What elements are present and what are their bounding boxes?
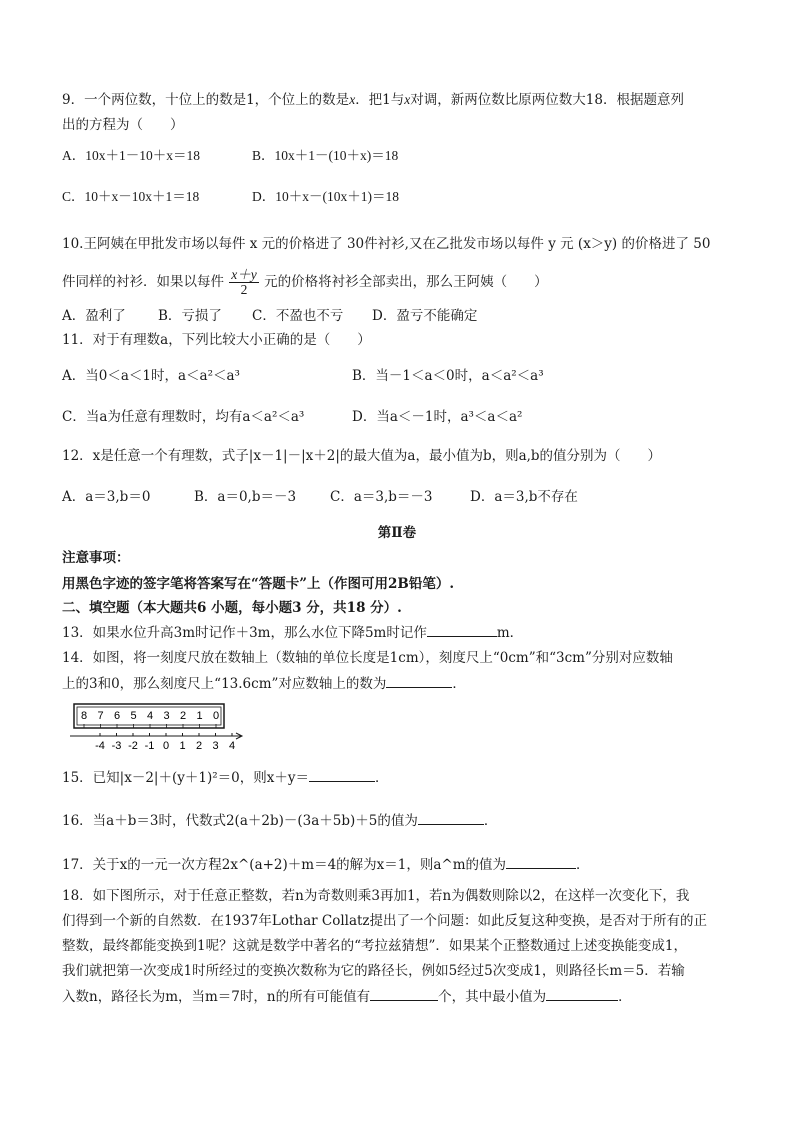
q9-option-b: B．10x＋1－(10＋x)＝18 bbox=[252, 148, 399, 163]
q17-answer-blank[interactable] bbox=[506, 854, 576, 869]
q18-line4: 我们就把第一次变成1时所经过的变换次数称为它的路径长，例如5经过5次变成1，则路径长m＝5．若输 bbox=[62, 963, 685, 979]
q18-line2: 们得到一个新的自然数．在1937年Lothar Collatz提出了一个问题：如此反复这种变换，是否对于所有的正 bbox=[62, 913, 708, 929]
notice-body: 用黑色字迹的签字笔将答案写在“答题卡”上（作图可用2B铅笔）. bbox=[62, 576, 455, 592]
q12-option-d: D．a＝3,b不存在 bbox=[470, 489, 578, 505]
axis-label: 1 bbox=[179, 740, 186, 752]
q11-option-b: B．当－1＜a＜0时，a＜a²＜a³ bbox=[352, 368, 544, 384]
axis-label: -4 bbox=[95, 740, 105, 752]
q10-line1: 10.王阿姨在甲批发市场以每件 x 元的价格进了 30件衬衫,又在乙批发市场以每件 y 元 (x＞y) 的价格进了 50 bbox=[62, 236, 711, 252]
q10-line2: 件同样的衬衫．如果以每件 $\frac{x+y}{2}$ 元的价格将衬衫全部卖出，那么王阿姨（ ） bbox=[62, 267, 548, 297]
q10-option-d: D．盈亏不能确定 bbox=[372, 308, 478, 324]
ruler-number-line-figure bbox=[70, 702, 250, 752]
q11-option-c: C．当a为任意有理数时，均有a＜a²＜a³ bbox=[62, 409, 305, 425]
axis-labels bbox=[95, 740, 235, 752]
q11-option-d: D．当a＜－1时，a³＜a＜a² bbox=[352, 409, 523, 425]
ruler-label: 6 bbox=[113, 710, 121, 722]
q16-answer-blank[interactable] bbox=[418, 810, 484, 825]
ruler-labels bbox=[81, 710, 219, 722]
q14-line2: 上的3和0，那么刻度尺上“13.6cm”对应数轴上的数为 ． bbox=[62, 673, 466, 694]
q16: 16．当a＋b＝3时，代数式2(a＋2b)－(3a＋5b)＋5的值为 ． bbox=[62, 810, 497, 831]
q17: 17．关于x的一元一次方程2x^(a+2)＋m＝4的解为x＝1，则a^m的值为 ． bbox=[62, 854, 590, 875]
q9-line1: 9．一个两位数，十位上的数是1，个位上的数是x．把1与x对调，新两位数比原两位数大18．根据题意列 bbox=[62, 92, 684, 108]
q10-option-c: C．不盈也不亏 bbox=[252, 308, 344, 324]
q15: 15．已知|x－2|＋(y＋1)²＝0，则x＋y＝ ． bbox=[62, 767, 388, 788]
q12-stem: 12．x是任意一个有理数，式子|x－1|－|x＋2|的最大值为a，最小值为b，则a,b的值分别为（ ） bbox=[62, 448, 662, 464]
q10-fraction: $\frac{x+y}{2}$ bbox=[231, 267, 257, 297]
q18-line5: 入数n，路径长为m，当m＝7时，n的所有可能值有 个，其中最小值为 ． bbox=[62, 986, 632, 1007]
q9-line2: 出的方程为（ ） bbox=[62, 117, 184, 133]
ruler-label: 1 bbox=[196, 710, 203, 722]
axis-label: 3 bbox=[212, 740, 219, 752]
axis-label: 2 bbox=[195, 740, 203, 752]
q9-option-a: A．10x＋1－10＋x＝18 bbox=[62, 148, 200, 163]
q18-line1: 18．如下图所示，对于任意正整数，若n为奇数则乘3再加1，若n为偶数则除以2，在这样一次变化下，我 bbox=[62, 888, 690, 904]
q10-option-a: A．盈利了 bbox=[62, 308, 126, 324]
q12-option-c: C．a＝3,b＝－3 bbox=[330, 489, 433, 505]
q9-option-c: C．10＋x－10x＋1＝18 bbox=[62, 189, 200, 204]
q15-answer-blank[interactable] bbox=[309, 767, 375, 782]
q11-option-a: A．当0＜a＜1时，a＜a²＜a³ bbox=[62, 368, 240, 384]
q18-answer-blank-2[interactable] bbox=[546, 986, 618, 1001]
part-title: 二、填空题（本大题共6 小题，每小题3 分，共18 分）. bbox=[62, 600, 402, 616]
q14-line1: 14．如图，将一刻度尺放在数轴上（数轴的单位长度是1cm），刻度尺上“0cm”和“3cm”分别对应数轴 bbox=[62, 650, 673, 666]
ruler-label: 8 bbox=[80, 710, 88, 722]
q9-option-d: D．10＋x－(10x＋1)＝18 bbox=[252, 189, 399, 204]
ruler-label: 5 bbox=[130, 710, 137, 722]
ruler-label: 7 bbox=[97, 710, 104, 722]
ruler-label: 2 bbox=[179, 710, 187, 722]
q12-option-a: A．a＝3,b＝0 bbox=[62, 489, 151, 505]
q12-option-b: B．a＝0,b＝－3 bbox=[194, 489, 297, 505]
q11-stem: 11．对于有理数a，下列比较大小正确的是（ ） bbox=[62, 332, 371, 348]
axis-label: -2 bbox=[128, 740, 138, 752]
ruler-label: 3 bbox=[163, 710, 170, 722]
axis-label: 0 bbox=[162, 740, 170, 752]
axis-label: -1 bbox=[144, 740, 155, 752]
ruler-label: 4 bbox=[146, 710, 154, 722]
q18-line3: 整数，最终都能变换到1呢？这就是数学中著名的“考拉兹猜想”．如果某个正整数通过上述变换能变成1， bbox=[62, 938, 687, 954]
ruler-label: 0 bbox=[212, 710, 220, 722]
q14-answer-blank[interactable] bbox=[386, 673, 452, 688]
section-title: 第Ⅱ卷 bbox=[377, 525, 417, 541]
axis-label: -3 bbox=[111, 740, 122, 752]
notice-title: 注意事项： bbox=[62, 550, 130, 566]
q13: 13．如果水位升高3m时记作＋3m，那么水位下降5m时记作 m． bbox=[62, 622, 523, 643]
axis-label: 4 bbox=[228, 740, 236, 752]
q18-answer-blank-1[interactable] bbox=[370, 986, 438, 1001]
q13-answer-blank[interactable] bbox=[427, 622, 497, 637]
q10-option-b: B．亏损了 bbox=[158, 308, 222, 324]
